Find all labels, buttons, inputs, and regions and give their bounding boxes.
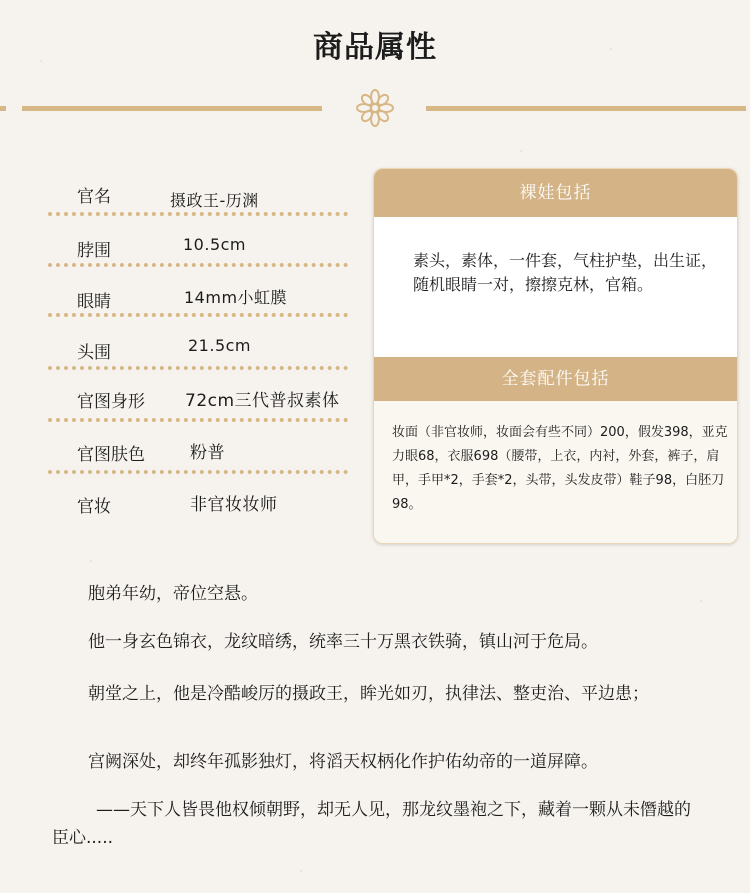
- attr-label: 官图身形: [77, 392, 145, 412]
- attr-value: 21.5cm: [188, 336, 252, 355]
- attr-row-makeup: [48, 486, 348, 526]
- attr-row-skin: [48, 434, 348, 474]
- dotted-divider: [48, 212, 348, 216]
- attr-label: 眼睛: [77, 292, 111, 312]
- divider-right: [426, 106, 746, 111]
- dotted-divider: [48, 418, 348, 422]
- attr-value: 摄政王-历渊: [170, 191, 259, 210]
- paper-texture: [520, 150, 522, 152]
- story-paragraph: ——天下人皆畏他权倾朝野，却无人见，那龙纹墨袍之下，藏着一颗从未僭越的臣心.....: [52, 800, 691, 848]
- dotted-divider: [48, 313, 348, 317]
- dotted-divider: [48, 470, 348, 474]
- attr-row-guanming: [48, 176, 348, 216]
- nude-package-content: 素头，素体，一件套，气柱护垫，出生证，随机眼睛一对，擦擦克林，官箱。: [413, 251, 718, 294]
- dotted-divider: [48, 263, 348, 267]
- attr-label: 官妆: [77, 497, 111, 517]
- divider-left-tick: [0, 106, 6, 111]
- attr-row-body: [48, 382, 348, 422]
- attr-value: 72cm三代普叔素体: [185, 391, 340, 411]
- full-package-title: 全套配件包括: [374, 357, 737, 401]
- story-paragraph: 他一身玄色锦衣，龙纹暗绣，统率三十万黑衣铁骑，镇山河于危局。: [88, 632, 598, 652]
- story-paragraph: 朝堂之上，他是冷酷峻厉的摄政王，眸光如刃，执律法、整吏治、平边患；: [88, 684, 649, 704]
- attr-value: 10.5cm: [183, 235, 247, 254]
- attr-row-neck: [48, 227, 348, 267]
- story-paragraph: 胞弟年幼，帝位空悬。: [88, 584, 258, 604]
- full-package-panel: [374, 401, 737, 543]
- attr-value: 14mm小虹膜: [184, 288, 288, 307]
- dotted-divider: [48, 366, 348, 370]
- attr-label: 脖围: [77, 241, 111, 261]
- page-title: 商品属性: [313, 30, 437, 65]
- attr-row-head: [48, 330, 348, 370]
- attr-label: 官图肤色: [77, 445, 145, 465]
- attr-row-eyes: [48, 277, 348, 317]
- nude-package-title: 裸娃包括: [374, 169, 737, 217]
- full-package-content: 妆面（非官妆师，妆面会有些不同）200，假发398，亚克力眼68，衣服698（腰带，上衣，内衬，外套，裤子，肩甲，手甲*2，手套*2，头带，头发皮带）鞋子98，白胚刀98。: [392, 425, 728, 512]
- attr-value: 粉普: [190, 443, 225, 463]
- divider-left: [22, 106, 322, 111]
- attr-label: 头围: [77, 343, 111, 363]
- package-card: [373, 168, 738, 544]
- paper-texture: [700, 600, 702, 602]
- paper-texture: [300, 870, 302, 872]
- attr-label: 官名: [77, 187, 111, 207]
- flower-ornament-icon: [355, 88, 395, 128]
- paper-texture: [90, 560, 92, 562]
- story-paragraph: 宫阙深处，却终年孤影独灯，将滔天权柄化作护佑幼帝的一道屏障。: [88, 752, 598, 772]
- attr-value: 非官妆妆师: [190, 495, 278, 515]
